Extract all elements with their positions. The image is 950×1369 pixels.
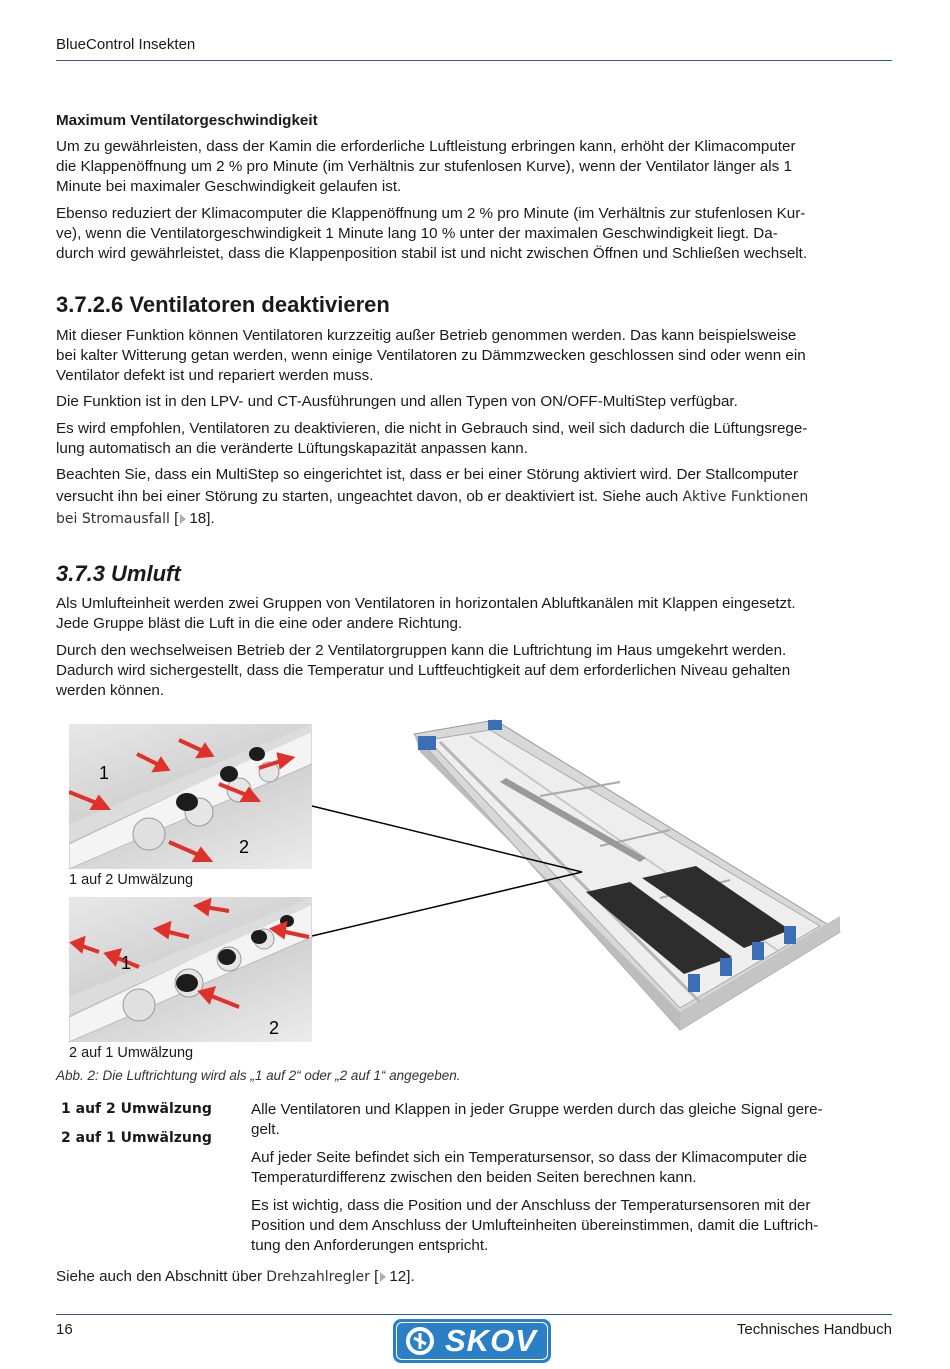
- page-ref-arrow-icon: [380, 1272, 386, 1282]
- barn-rendering: [300, 712, 890, 1032]
- text-line: Als Umlufteinheit werden zwei Gruppen von Ventilatoren in horizontalen Abluftkanälen mit Klappen eingesetzt.: [56, 595, 796, 612]
- header-rule: [56, 60, 892, 61]
- text-line: werden können.: [56, 682, 165, 699]
- skov-emblem-icon: [403, 1326, 437, 1356]
- manual-title: Technisches Handbuch: [736, 1321, 892, 1338]
- text-line: Um zu gewährleisten, dass der Kamin die erforderliche Luftleistung erbringen kann, erhöht der Klimacomputer: [56, 138, 796, 155]
- fan-group-number: 2: [269, 1018, 280, 1038]
- definition-text: [251, 1148, 807, 1188]
- text-line: Durch den wechselweisen Betrieb der 2 Ventilatorgruppen kann die Luftrichtung im Haus umgekehrt werden.: [56, 642, 787, 659]
- fan-duct-illustration: [69, 724, 312, 869]
- page-ref-arrow-icon: [180, 514, 186, 524]
- text-line: Dadurch wird sichergestellt, dass die Temperatur und Luftfeuchtigkeit auf dem erforderlichen Niveau gehalten: [56, 662, 791, 679]
- text-line: Alle Ventilatoren und Klappen in jeder Gruppe werden durch das gleiche Signal gere-: [251, 1101, 823, 1118]
- text-run: versucht ihn bei einer Störung zu starten, ungeachtet davon, ob er deaktiviert ist. Siehe auch: [56, 488, 683, 505]
- text-line: Ebenso reduziert der Klimacomputer die Klappenöffnung um 2 % pro Minute (im Verhältnis zur stufenlosen Kur-: [56, 205, 806, 222]
- cross-reference-link[interactable]: bei Stromausfall: [56, 511, 170, 527]
- fan-photo-2-to-1: [69, 897, 312, 1042]
- text-line: die Klappenöffnung um 2 % pro Minute (im Verhältnis zur stufenlosen Kurve), wenn der Ventilator länger als 1: [56, 158, 792, 175]
- fan-group-number: 1: [121, 953, 132, 973]
- text-line: ve), wenn die Ventilatorgeschwindigkeit 1 Minute lang 10 % unter der maximalen Geschwindigkeit liegt. Da-: [56, 225, 778, 242]
- definition-text: [251, 1196, 818, 1256]
- image-caption: 1 auf 2 Umwälzung: [69, 872, 194, 888]
- paragraph: Die Funktion ist in den LPV- und CT-Ausführungen und allen Typen von ON/OFF-MultiStep verfügbar.: [56, 393, 738, 410]
- page-ref[interactable]: 18].: [189, 510, 215, 527]
- skov-logo: [393, 1319, 551, 1363]
- text-line: Ventilator defekt ist und repariert werden muss.: [56, 367, 374, 384]
- text-line: Position und dem Anschluss der Umlufteinheiten übereinstimmen, damit die Luftrich-: [251, 1217, 819, 1234]
- paragraph: [56, 137, 796, 197]
- text-line: durch wird gewährleistet, dass die Klappenposition stabil ist und nicht zwischen Öffnen und Schließen wechselt.: [56, 245, 808, 262]
- see-also: Siehe auch den Abschnitt über Drehzahlregler [ 12].: [56, 1268, 415, 1285]
- text-line: bei kalter Witterung getan werden, wenn einige Ventilatoren zu Dämmzwecken geschlossen sind oder wenn ein: [56, 347, 806, 364]
- section-heading: 3.7.3 Umluft: [56, 561, 181, 586]
- text-line: tung den Anforderungen entspricht.: [251, 1237, 489, 1254]
- text-line: Auf jeder Seite befindet sich ein Temperatursensor, so dass der Klimacomputer die: [251, 1149, 808, 1166]
- text-line: Minute bei maximaler Geschwindigkeit gelaufen ist.: [56, 178, 402, 195]
- text-line: [56, 486, 808, 508]
- figure-caption: Abb. 2: Die Luftrichtung wird als „1 auf 2“ oder „2 auf 1“ angegeben.: [56, 1068, 461, 1083]
- text-line: Beachten Sie, dass ein MultiStep so eingerichtet ist, dass er bei einer Störung aktiviert wird. Der Stallcomputer: [56, 466, 799, 483]
- paragraph: [56, 204, 807, 264]
- running-header: BlueControl Insekten: [56, 36, 196, 53]
- paragraph: [56, 594, 796, 634]
- text-line: Temperaturdifferenz zwischen den beiden Seiten berechnen kann.: [251, 1169, 697, 1186]
- definition-term: 2 auf 1 Umwälzung: [61, 1130, 212, 1146]
- logo-wordmark: SKOV: [445, 1323, 537, 1358]
- text-line: bei Stromausfall [ 18].: [56, 510, 215, 527]
- paragraph: [56, 641, 790, 701]
- text-line: Es wird empfohlen, Ventilatoren zu deaktivieren, die nicht in Gebrauch sind, weil sich dadurch die Lüftungsrege-: [56, 420, 808, 437]
- footer-rule: [56, 1314, 892, 1315]
- image-caption: 2 auf 1 Umwälzung: [69, 1045, 194, 1061]
- text-line: lung automatisch an die veränderte Lüftungskapazität anpassen kann.: [56, 440, 528, 457]
- page-number: 16: [56, 1321, 73, 1338]
- text-line: Es ist wichtig, dass die Position und der Anschluss der Temperatursensoren mit der: [251, 1197, 811, 1214]
- fan-group-number: 1: [99, 763, 110, 783]
- definition-text: [251, 1100, 823, 1140]
- fan-duct-illustration: [69, 897, 312, 1042]
- text-line: Mit dieser Funktion können Ventilatoren kurzzeitig außer Betrieb genommen werden. Das kann beispielsweise: [56, 327, 797, 344]
- fan-photo-1-to-2: [69, 724, 312, 869]
- cross-reference-link[interactable]: Drehzahlregler: [266, 1269, 370, 1285]
- paragraph: [56, 326, 806, 386]
- section-heading: 3.7.2.6 Ventilatoren deaktivieren: [56, 292, 390, 317]
- paragraph: [56, 419, 807, 459]
- paragraph: [56, 464, 808, 530]
- definition-term: 1 auf 2 Umwälzung: [61, 1101, 212, 1117]
- subsection-heading: Maximum Ventilatorgeschwindigkeit: [56, 112, 318, 129]
- fan-group-number: 2: [239, 837, 250, 857]
- text-line: Jede Gruppe bläst die Luft in die eine oder andere Richtung.: [56, 615, 463, 632]
- text-line: gelt.: [251, 1121, 280, 1138]
- page-ref[interactable]: 12].: [389, 1268, 415, 1285]
- text-run: Siehe auch den Abschnitt über: [56, 1268, 267, 1285]
- cross-reference-link[interactable]: Aktive Funktionen: [682, 489, 809, 505]
